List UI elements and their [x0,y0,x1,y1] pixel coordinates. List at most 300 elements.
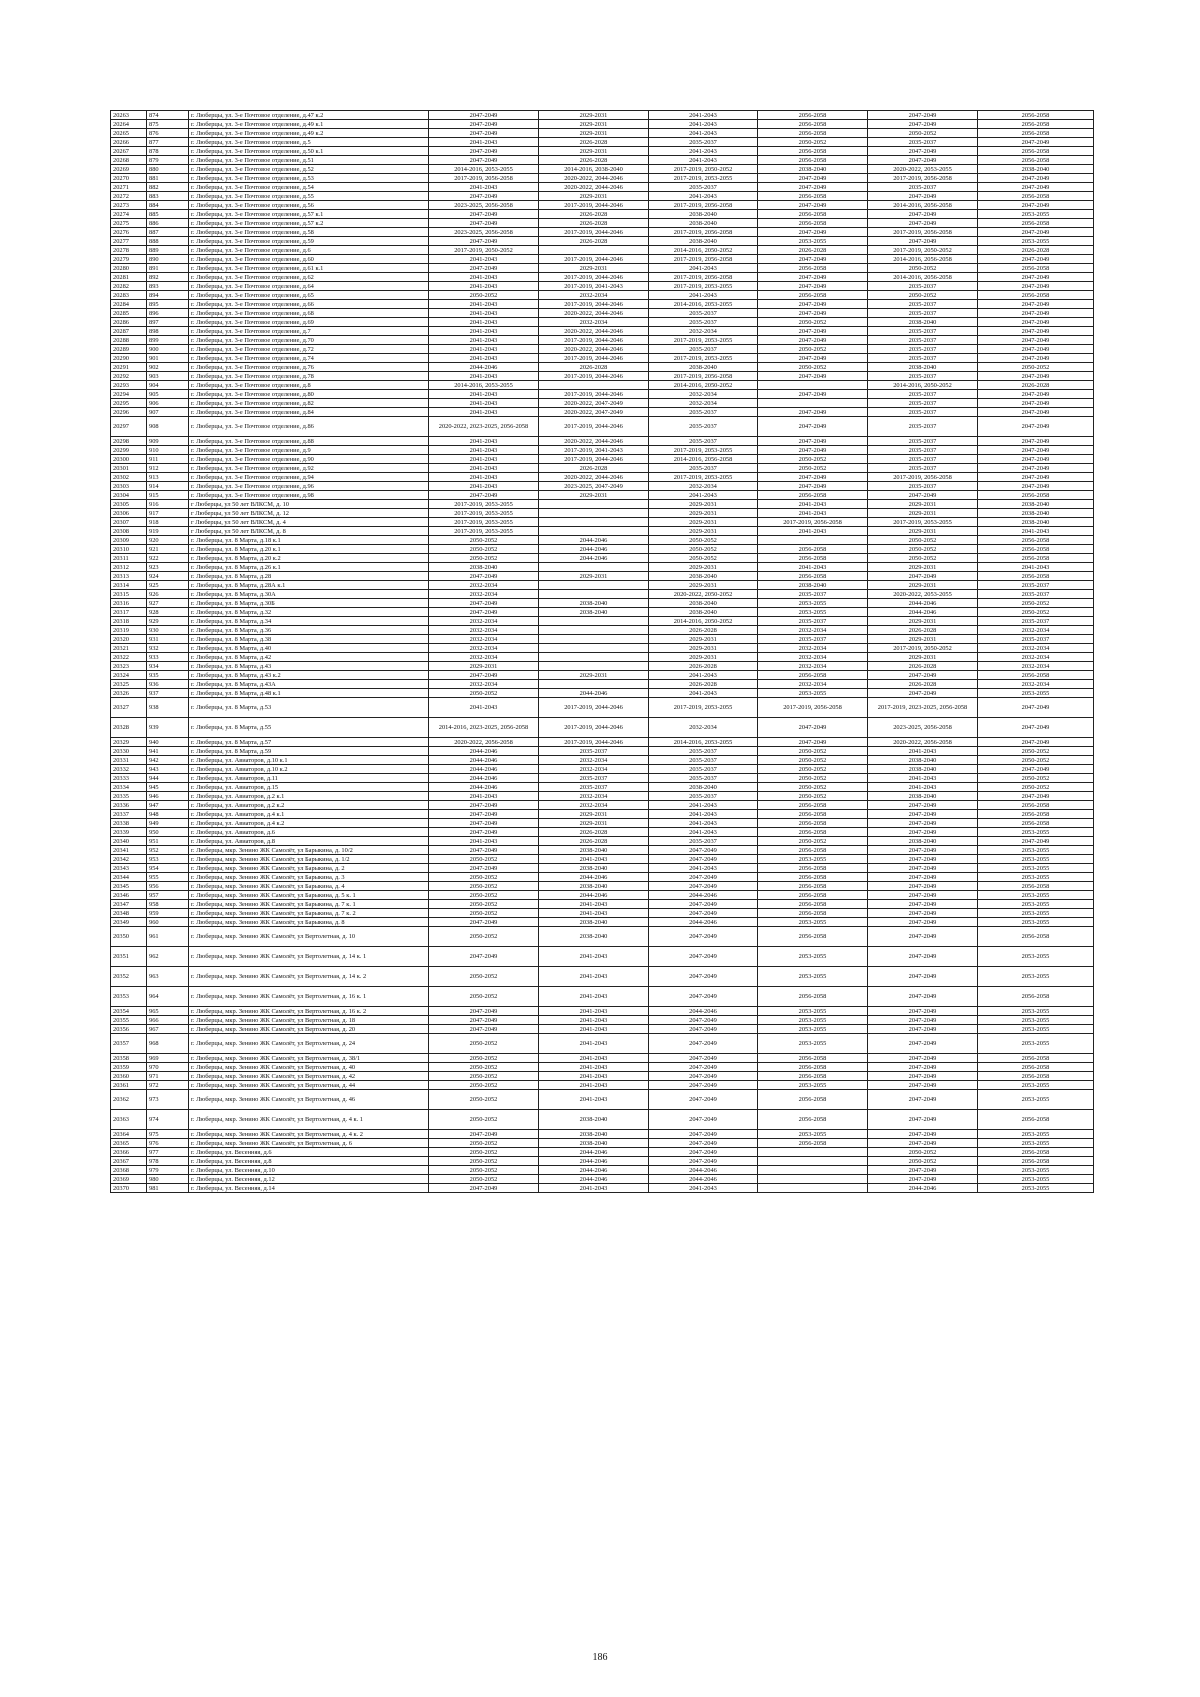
item-number-cell: 942 [147,756,189,765]
period-5-cell: 2014-2016, 2056-2058 [868,255,978,264]
period-3-cell: 2035-2037 [649,417,758,437]
item-number-cell: 889 [147,246,189,255]
period-3-cell: 2038-2040 [649,210,758,219]
period-5-cell: 2041-2043 [868,783,978,792]
period-1-cell: 2050-2052 [429,855,539,864]
address-cell: г. Люберцы, ул. Авиаторов, д.10 к.1 [189,756,429,765]
table-row [111,864,1094,873]
item-number-cell: 874 [147,111,189,120]
period-5-cell: 2047-2049 [868,967,978,987]
item-number-cell: 875 [147,120,189,129]
period-1-cell: 2050-2052 [429,1148,539,1157]
address-cell: г. Люберцы, мкр. Зенино ЖК Самолёт, ул Вертолетная, д. 14 к. 1 [189,947,429,967]
row-number-cell: 20302 [111,473,147,482]
period-3-cell: 2017-2019, 2053-2055 [649,282,758,291]
period-5-cell: 2035-2037 [868,372,978,381]
item-number-cell: 927 [147,599,189,608]
row-number-cell: 20282 [111,282,147,291]
table-body [111,111,1094,1193]
table-row [111,855,1094,864]
period-2-cell [539,246,649,255]
period-1-cell: 2041-2043 [429,698,539,718]
period-4-cell: 2056-2058 [758,219,868,228]
address-cell: г. Люберцы, ул. 8 Марта, д.28А к.1 [189,581,429,590]
period-6-cell: 2035-2037 [978,581,1094,590]
period-6-cell: 2053-2055 [978,237,1094,246]
item-number-cell: 913 [147,473,189,482]
address-cell: г. Люберцы, ул. 3-е Почтовое отделение, д.55 [189,192,429,201]
period-3-cell: 2017-2019, 2053-2055 [649,446,758,455]
period-3-cell: 2041-2043 [649,864,758,873]
table-row [111,120,1094,129]
period-1-cell: 2050-2052 [429,900,539,909]
row-number-cell: 20272 [111,192,147,201]
address-cell: г. Люберцы, ул. Авиаторов, д.4 к.2 [189,819,429,828]
period-1-cell: 2014-2016, 2023-2025, 2056-2058 [429,718,539,738]
period-4-cell: 2056-2058 [758,491,868,500]
address-cell: г. Люберцы, ул. 3-е Почтовое отделение, д.9 [189,446,429,455]
period-5-cell: 2029-2031 [868,509,978,518]
period-5-cell: 2050-2052 [868,536,978,545]
period-5-cell: 2035-2037 [868,464,978,473]
period-2-cell: 2020-2022, 2047-2049 [539,408,649,417]
period-5-cell: 2035-2037 [868,399,978,408]
period-5-cell: 2041-2043 [868,747,978,756]
period-3-cell: 2047-2049 [649,1130,758,1139]
table-row [111,437,1094,446]
period-2-cell [539,617,649,626]
period-4-cell: 2050-2052 [758,464,868,473]
period-2-cell [539,581,649,590]
period-3-cell: 2044-2046 [649,918,758,927]
period-3-cell: 2047-2049 [649,967,758,987]
period-1-cell: 2041-2043 [429,390,539,399]
period-1-cell: 2041-2043 [429,482,539,491]
period-6-cell: 2047-2049 [978,738,1094,747]
period-1-cell: 2047-2049 [429,810,539,819]
address-cell: г. Люберцы, ул. 8 Марта, д.18 к.1 [189,536,429,545]
period-4-cell: 2056-2058 [758,819,868,828]
row-number-cell: 20288 [111,336,147,345]
period-2-cell: 2041-2043 [539,1007,649,1016]
item-number-cell: 905 [147,390,189,399]
period-4-cell: 2041-2043 [758,500,868,509]
row-number-cell: 20325 [111,680,147,689]
period-3-cell: 2029-2031 [649,644,758,653]
item-number-cell: 917 [147,509,189,518]
address-cell: г. Люберцы, мкр. Зенино ЖК Самолёт, ул Вертолетная, д. 6 [189,1139,429,1148]
table-row [111,765,1094,774]
row-number-cell: 20291 [111,363,147,372]
period-6-cell: 2047-2049 [978,455,1094,464]
period-4-cell: 2053-2055 [758,689,868,698]
period-3-cell: 2041-2043 [649,111,758,120]
period-6-cell: 2053-2055 [978,855,1094,864]
period-3-cell: 2047-2049 [649,947,758,967]
period-4-cell: 2047-2049 [758,738,868,747]
period-6-cell: 2047-2049 [978,372,1094,381]
period-2-cell: 2038-2040 [539,918,649,927]
period-2-cell: 2038-2040 [539,927,649,947]
address-cell: г. Люберцы, ул. 3-е Почтовое отделение, д.56 [189,201,429,210]
period-4-cell: 2047-2049 [758,201,868,210]
period-3-cell: 2047-2049 [649,1139,758,1148]
row-number-cell: 20308 [111,527,147,536]
period-4-cell: 2056-2058 [758,147,868,156]
period-6-cell: 2056-2058 [978,801,1094,810]
row-number-cell: 20367 [111,1157,147,1166]
period-6-cell: 2035-2037 [978,635,1094,644]
table-row [111,563,1094,572]
period-3-cell: 2038-2040 [649,783,758,792]
period-4-cell [758,1157,868,1166]
item-number-cell: 979 [147,1166,189,1175]
period-2-cell: 2020-2022, 2047-2049 [539,399,649,408]
period-1-cell: 2047-2049 [429,846,539,855]
period-6-cell: 2038-2040 [978,509,1094,518]
period-6-cell: 2047-2049 [978,698,1094,718]
period-4-cell: 2056-2058 [758,210,868,219]
period-5-cell: 2047-2049 [868,855,978,864]
period-4-cell: 2047-2049 [758,300,868,309]
period-1-cell: 2032-2034 [429,617,539,626]
item-number-cell: 929 [147,617,189,626]
table-row [111,837,1094,846]
address-cell: г. Люберцы, ул. 3-е Почтовое отделение, д.82 [189,399,429,408]
table-row [111,500,1094,509]
row-number-cell: 20350 [111,927,147,947]
period-4-cell [758,1184,868,1193]
row-number-cell: 20328 [111,718,147,738]
table-row [111,246,1094,255]
period-2-cell: 2029-2031 [539,671,649,680]
period-3-cell: 2029-2031 [649,635,758,644]
item-number-cell: 969 [147,1054,189,1063]
period-3-cell: 2047-2049 [649,987,758,1007]
period-5-cell: 2047-2049 [868,1166,978,1175]
period-2-cell [539,626,649,635]
row-number-cell: 20319 [111,626,147,635]
item-number-cell: 957 [147,891,189,900]
period-2-cell: 2044-2046 [539,689,649,698]
period-1-cell: 2041-2043 [429,446,539,455]
item-number-cell: 964 [147,987,189,1007]
period-3-cell: 2041-2043 [649,671,758,680]
period-6-cell: 2050-2052 [978,599,1094,608]
item-number-cell: 903 [147,372,189,381]
row-number-cell: 20313 [111,572,147,581]
row-number-cell: 20305 [111,500,147,509]
period-2-cell: 2041-2043 [539,1063,649,1072]
period-3-cell: 2041-2043 [649,801,758,810]
period-2-cell: 2029-2031 [539,491,649,500]
table-row [111,662,1094,671]
period-4-cell: 2056-2058 [758,864,868,873]
table-row [111,318,1094,327]
period-2-cell [539,518,649,527]
period-6-cell: 2050-2052 [978,756,1094,765]
period-1-cell: 2041-2043 [429,300,539,309]
address-cell: г. Люберцы, ул. Авиаторов, д.15 [189,783,429,792]
period-4-cell: 2047-2049 [758,336,868,345]
item-number-cell: 909 [147,437,189,446]
period-5-cell: 2047-2049 [868,927,978,947]
period-2-cell: 2017-2019, 2044-2046 [539,372,649,381]
period-3-cell: 2038-2040 [649,219,758,228]
row-number-cell: 20268 [111,156,147,165]
period-4-cell: 2056-2058 [758,572,868,581]
address-cell: г. Люберцы, ул. 3-е Почтовое отделение, д.64 [189,282,429,291]
table-row [111,473,1094,482]
period-6-cell: 2047-2049 [978,345,1094,354]
item-number-cell: 890 [147,255,189,264]
period-3-cell: 2017-2019, 2053-2055 [649,698,758,718]
row-number-cell: 20369 [111,1175,147,1184]
period-1-cell: 2050-2052 [429,545,539,554]
table-row [111,509,1094,518]
period-3-cell: 2041-2043 [649,147,758,156]
period-1-cell: 2032-2034 [429,590,539,599]
period-4-cell: 2056-2058 [758,192,868,201]
table-row [111,372,1094,381]
period-4-cell: 2056-2058 [758,1054,868,1063]
period-5-cell: 2044-2046 [868,599,978,608]
period-5-cell: 2017-2019, 2050-2052 [868,644,978,653]
table-row [111,819,1094,828]
period-3-cell: 2041-2043 [649,264,758,273]
table-row [111,967,1094,987]
period-1-cell: 2047-2049 [429,572,539,581]
table-row [111,756,1094,765]
table-row [111,1072,1094,1081]
address-cell: г. Люберцы, ул. Весенняя, д.8 [189,1157,429,1166]
period-1-cell: 2050-2052 [429,882,539,891]
period-1-cell: 2047-2049 [429,819,539,828]
address-cell: г. Люберцы, ул. 8 Марта, д.30Б [189,599,429,608]
period-5-cell: 2035-2037 [868,390,978,399]
period-2-cell: 2026-2028 [539,237,649,246]
period-1-cell: 2044-2046 [429,774,539,783]
address-cell: г. Люберцы, ул. 3-е Почтовое отделение, д.70 [189,336,429,345]
address-cell: г. Люберцы, мкр. Зенино ЖК Самолёт, ул Вертолетная, д. 42 [189,1072,429,1081]
row-number-cell: 20287 [111,327,147,336]
address-cell: г. Люберцы, ул. 3-е Почтовое отделение, д.49 к.2 [189,129,429,138]
period-4-cell: 2056-2058 [758,554,868,563]
row-number-cell: 20354 [111,1007,147,1016]
item-number-cell: 926 [147,590,189,599]
period-3-cell: 2044-2046 [649,891,758,900]
period-4-cell: 2056-2058 [758,1063,868,1072]
period-2-cell: 2017-2019, 2044-2046 [539,228,649,237]
item-number-cell: 878 [147,147,189,156]
period-6-cell: 2056-2058 [978,810,1094,819]
address-cell: г. Люберцы, ул. 3-е Почтовое отделение, д.74 [189,354,429,363]
item-number-cell: 960 [147,918,189,927]
period-1-cell: 2050-2052 [429,1063,539,1072]
period-2-cell: 2038-2040 [539,608,649,617]
table-row [111,345,1094,354]
period-5-cell: 2038-2040 [868,363,978,372]
row-number-cell: 20274 [111,210,147,219]
period-2-cell: 2017-2019, 2044-2046 [539,718,649,738]
period-3-cell: 2038-2040 [649,237,758,246]
item-number-cell: 932 [147,644,189,653]
period-3-cell: 2041-2043 [649,192,758,201]
period-1-cell: 2041-2043 [429,372,539,381]
period-6-cell: 2047-2049 [978,354,1094,363]
period-4-cell: 2056-2058 [758,927,868,947]
row-number-cell: 20331 [111,756,147,765]
address-cell: г. Люберцы, ул. 8 Марта, д.43 к.2 [189,671,429,680]
period-5-cell: 2047-2049 [868,873,978,882]
period-1-cell: 2047-2049 [429,237,539,246]
period-2-cell: 2017-2019, 2044-2046 [539,273,649,282]
address-cell: г. Люберцы, ул. 3-е Почтовое отделение, д.66 [189,300,429,309]
period-4-cell: 2047-2049 [758,273,868,282]
period-6-cell: 2053-2055 [978,967,1094,987]
period-3-cell: 2041-2043 [649,156,758,165]
period-3-cell: 2047-2049 [649,1090,758,1110]
period-2-cell [539,509,649,518]
period-6-cell: 2053-2055 [978,1130,1094,1139]
row-number-cell: 20303 [111,482,147,491]
period-2-cell: 2026-2028 [539,219,649,228]
row-number-cell: 20294 [111,390,147,399]
item-number-cell: 902 [147,363,189,372]
period-5-cell: 2047-2049 [868,987,978,1007]
period-6-cell: 2056-2058 [978,147,1094,156]
item-number-cell: 952 [147,846,189,855]
item-number-cell: 900 [147,345,189,354]
item-number-cell: 930 [147,626,189,635]
table-row [111,590,1094,599]
period-3-cell: 2041-2043 [649,120,758,129]
item-number-cell: 891 [147,264,189,273]
address-cell: г. Люберцы, ул. 3-е Почтовое отделение, д.92 [189,464,429,473]
period-4-cell: 2056-2058 [758,891,868,900]
table-row [111,147,1094,156]
address-cell: г. Люберцы, мкр. Зенино ЖК Самолёт, ул Вертолетная, д. 14 к. 2 [189,967,429,987]
period-5-cell: 2029-2031 [868,635,978,644]
period-1-cell: 2041-2043 [429,408,539,417]
period-5-cell: 2035-2037 [868,408,978,417]
period-4-cell: 2047-2049 [758,309,868,318]
period-3-cell: 2017-2019, 2056-2058 [649,228,758,237]
item-number-cell: 937 [147,689,189,698]
table-row [111,363,1094,372]
period-1-cell: 2017-2019, 2053-2055 [429,527,539,536]
period-5-cell: 2047-2049 [868,1016,978,1025]
period-3-cell: 2035-2037 [649,774,758,783]
period-3-cell: 2038-2040 [649,599,758,608]
period-2-cell: 2017-2019, 2044-2046 [539,417,649,437]
period-4-cell: 2056-2058 [758,291,868,300]
address-cell: г. Люберцы, ул. Авиаторов, д.8 [189,837,429,846]
period-1-cell: 2047-2049 [429,918,539,927]
period-4-cell: 2056-2058 [758,900,868,909]
row-number-cell: 20265 [111,129,147,138]
period-6-cell: 2047-2049 [978,399,1094,408]
period-5-cell: 2026-2028 [868,680,978,689]
row-number-cell: 20281 [111,273,147,282]
row-number-cell: 20362 [111,1090,147,1110]
period-1-cell: 2017-2019, 2053-2055 [429,509,539,518]
period-1-cell: 2014-2016, 2053-2055 [429,381,539,390]
period-4-cell: 2047-2049 [758,390,868,399]
table-row [111,671,1094,680]
row-number-cell: 20284 [111,300,147,309]
item-number-cell: 887 [147,228,189,237]
period-4-cell: 2056-2058 [758,801,868,810]
period-6-cell: 2047-2049 [978,336,1094,345]
item-number-cell: 933 [147,653,189,662]
period-5-cell: 2014-2016, 2050-2052 [868,381,978,390]
period-5-cell: 2047-2049 [868,828,978,837]
period-4-cell: 2053-2055 [758,237,868,246]
row-number-cell: 20307 [111,518,147,527]
period-1-cell: 2041-2043 [429,354,539,363]
item-number-cell: 965 [147,1007,189,1016]
table-row [111,536,1094,545]
period-1-cell: 2047-2049 [429,864,539,873]
period-1-cell: 2047-2049 [429,147,539,156]
period-1-cell: 2047-2049 [429,192,539,201]
period-4-cell: 2053-2055 [758,1007,868,1016]
period-5-cell: 2017-2019, 2053-2055 [868,518,978,527]
period-1-cell: 2041-2043 [429,309,539,318]
period-1-cell: 2047-2049 [429,599,539,608]
row-number-cell: 20320 [111,635,147,644]
period-2-cell: 2017-2019, 2044-2046 [539,201,649,210]
period-4-cell: 2056-2058 [758,111,868,120]
period-6-cell: 2047-2049 [978,417,1094,437]
row-number-cell: 20366 [111,1148,147,1157]
period-5-cell: 2035-2037 [868,309,978,318]
period-4-cell: 2056-2058 [758,1110,868,1130]
table-row [111,327,1094,336]
period-2-cell: 2029-2031 [539,120,649,129]
period-4-cell: 2032-2034 [758,662,868,671]
table-row [111,446,1094,455]
period-6-cell: 2056-2058 [978,491,1094,500]
period-6-cell: 2038-2040 [978,518,1094,527]
period-2-cell: 2014-2016, 2038-2040 [539,165,649,174]
period-1-cell: 2050-2052 [429,909,539,918]
period-4-cell: 2050-2052 [758,455,868,464]
period-2-cell: 2044-2046 [539,554,649,563]
row-number-cell: 20267 [111,147,147,156]
period-2-cell: 2020-2022, 2044-2046 [539,309,649,318]
item-number-cell: 972 [147,1081,189,1090]
address-cell: г. Люберцы, ул. 8 Марта, д.42 [189,653,429,662]
table-row [111,554,1094,563]
item-number-cell: 876 [147,129,189,138]
item-number-cell: 908 [147,417,189,437]
row-number-cell: 20352 [111,967,147,987]
address-cell: г. Люберцы, мкр. Зенино ЖК Самолёт, ул Барыкина, д. 8 [189,918,429,927]
period-1-cell: 2041-2043 [429,282,539,291]
address-cell: г. Люберцы, ул. 3-е Почтовое отделение, д.50 к.1 [189,147,429,156]
period-6-cell: 2047-2049 [978,473,1094,482]
period-3-cell: 2035-2037 [649,318,758,327]
period-6-cell: 2053-2055 [978,900,1094,909]
period-3-cell: 2041-2043 [649,810,758,819]
period-6-cell: 2047-2049 [978,437,1094,446]
item-number-cell: 981 [147,1184,189,1193]
row-number-cell: 20316 [111,599,147,608]
period-2-cell: 2038-2040 [539,1130,649,1139]
period-3-cell: 2014-2016, 2053-2055 [649,300,758,309]
